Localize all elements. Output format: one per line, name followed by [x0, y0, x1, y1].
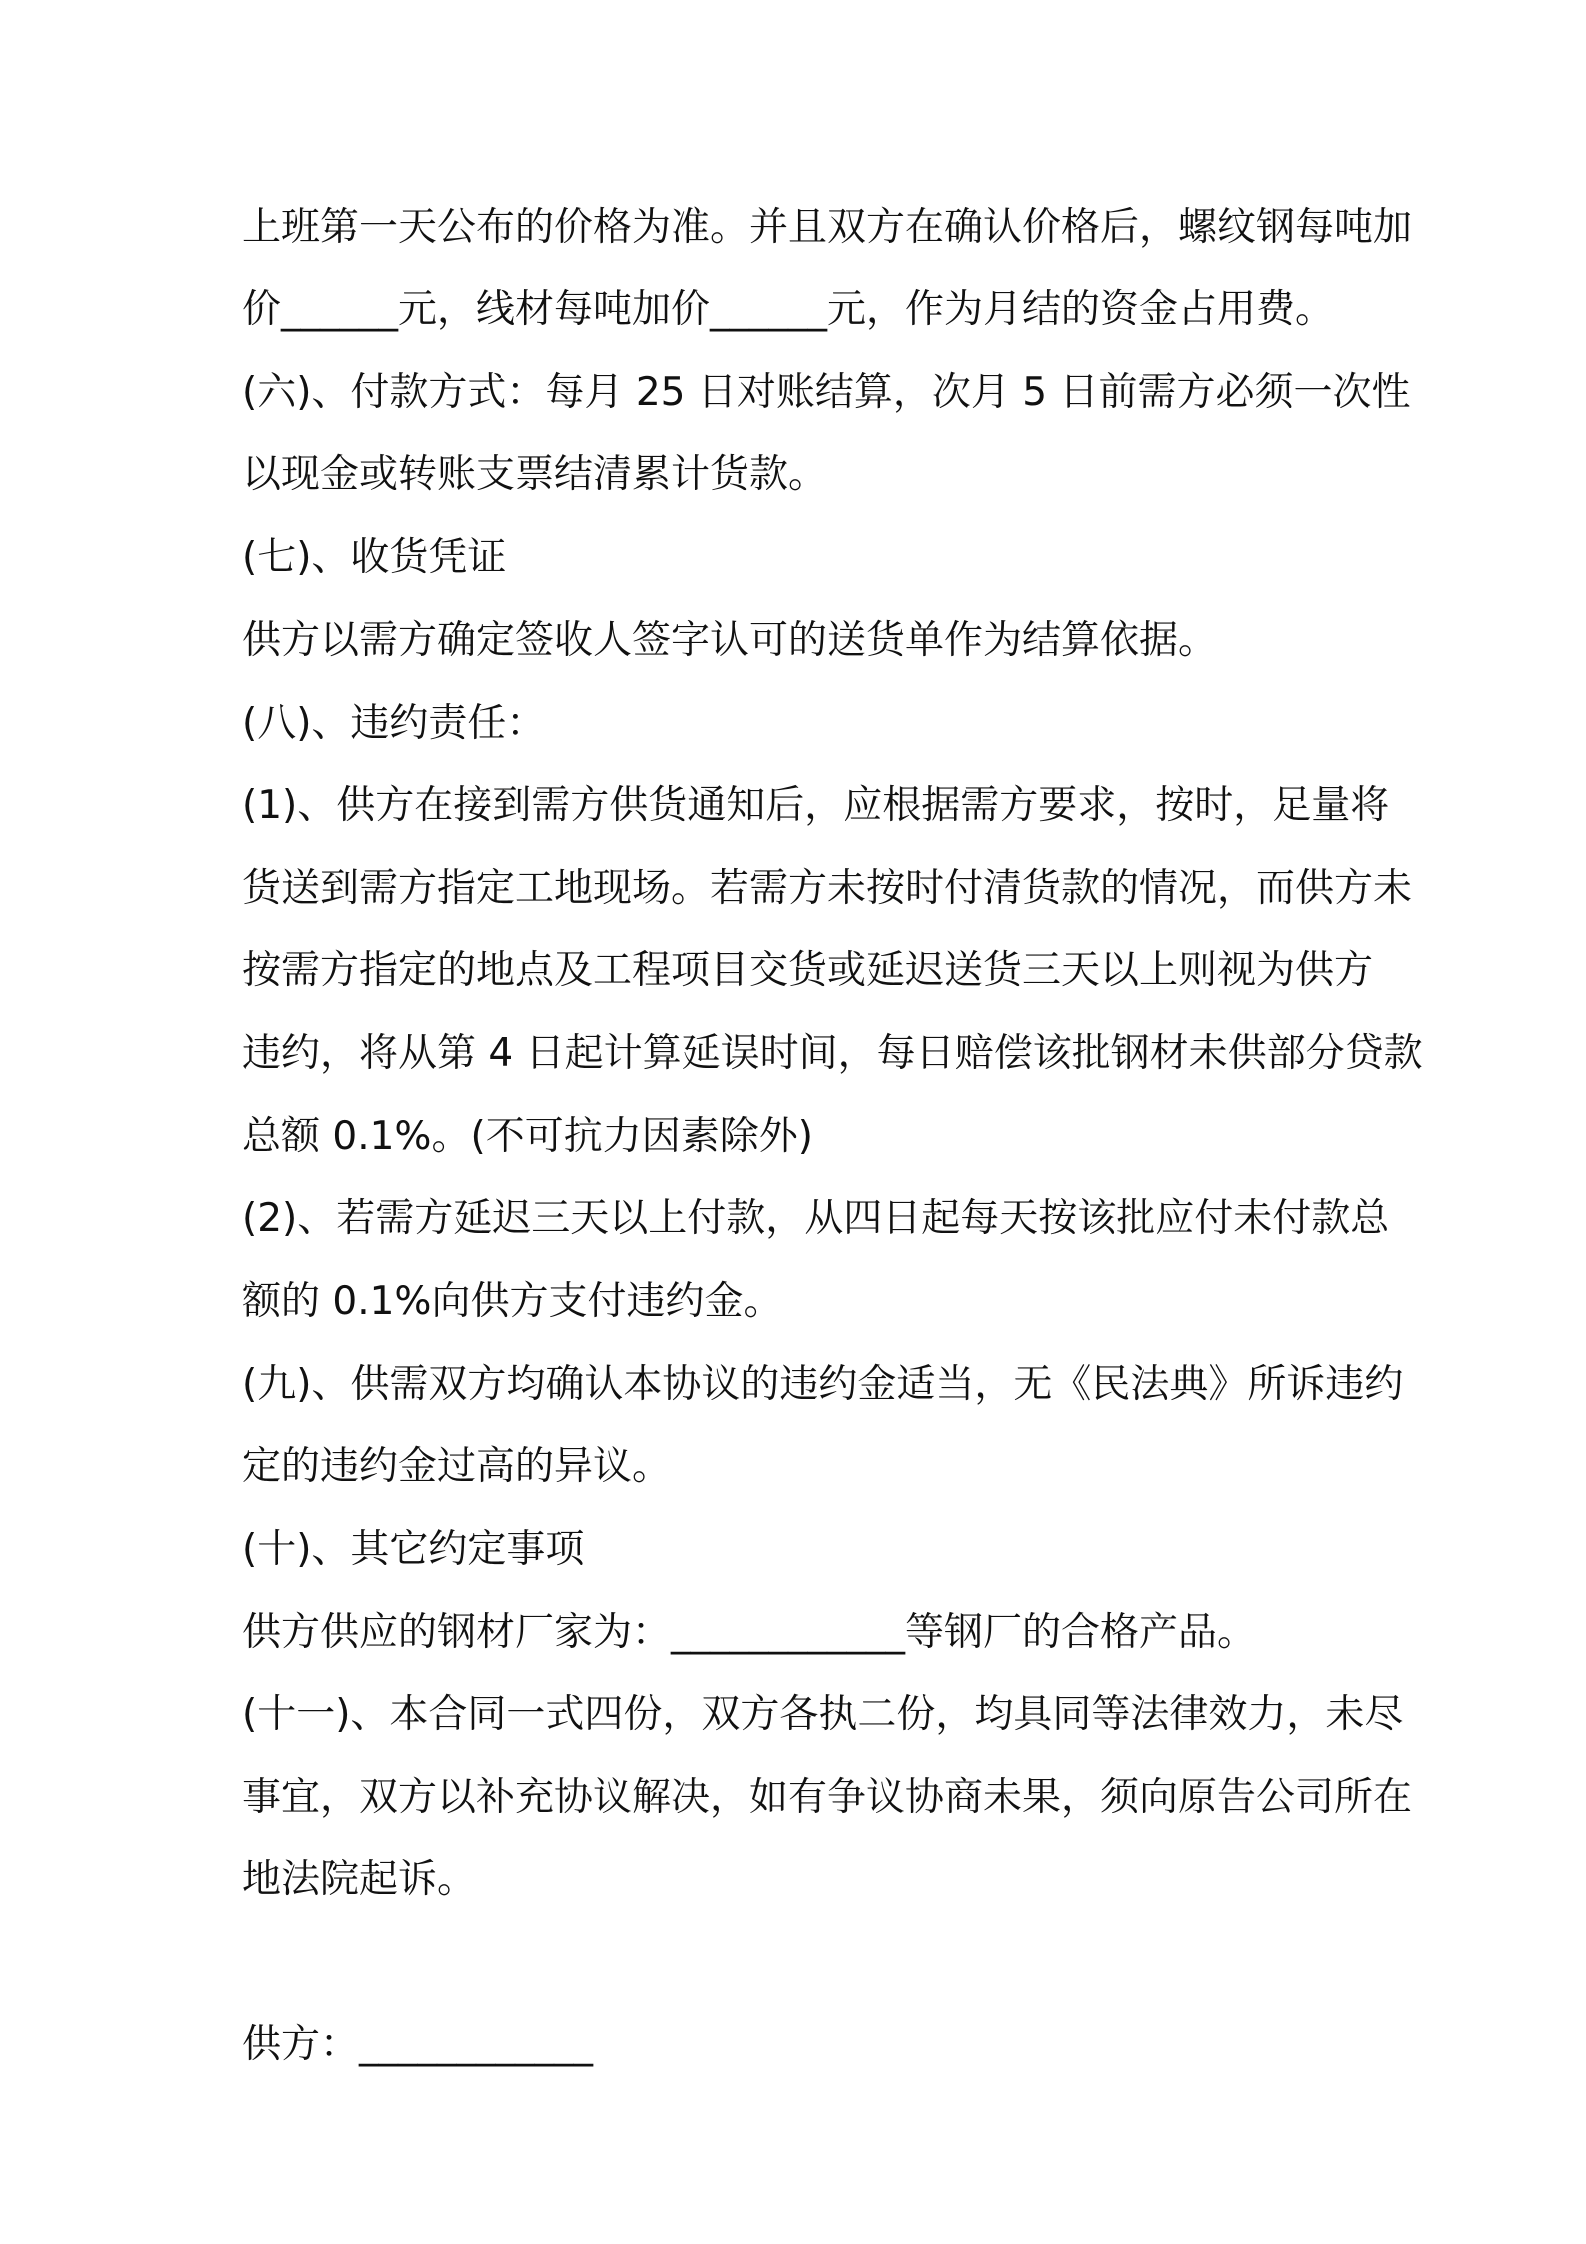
supplier-signature-line: 供方：____________: [242, 2022, 594, 2067]
clause-8-item-1-line-4: 违约，将从第 4 日起计算延误时间，每日赔偿该批钢材未供部分贷款: [242, 1031, 1423, 1076]
text-line-markup-fee: 价______元，线材每吨加价______元，作为月结的资金占用费。: [242, 287, 1335, 332]
clause-11-line-3: 地法院起诉。: [242, 1857, 477, 1902]
clause-8-item-2-line-2: 额的 0.1%向供方支付违约金。: [242, 1279, 783, 1324]
clause-7-heading: (七)、收货凭证: [242, 535, 507, 580]
text-line-delivery-note: 供方以需方确定签收人签字认可的送货单作为结算依据。: [242, 618, 1218, 663]
text-line-steel-manufacturer: 供方供应的钢材厂家为：____________等钢厂的合格产品。: [242, 1610, 1257, 1655]
clause-8-item-2-start: (2)、若需方延迟三天以上付款，从四日起每天按该批应付未付款总: [242, 1196, 1390, 1241]
clause-9-start: (九)、供需双方均确认本协议的违约金适当，无《民法典》所诉违约: [242, 1362, 1404, 1407]
clause-8-item-1-start: (1)、供方在接到需方供货通知后，应根据需方要求，按时，足量将: [242, 783, 1390, 828]
clause-10-heading: (十)、其它约定事项: [242, 1527, 585, 1572]
clause-9-line-2: 定的违约金过高的异议。: [242, 1444, 672, 1489]
clause-11-start: (十一)、本合同一式四份，双方各执二份，均具同等法律效力，未尽: [242, 1692, 1404, 1737]
clause-6-payment-method: (六)、付款方式：每月 25 日对账结算，次月 5 日前需方必须一次性: [242, 370, 1411, 415]
clause-11-line-2: 事宜，双方以补充协议解决，如有争议协商未果，须向原告公司所在: [242, 1775, 1413, 1820]
clause-8-item-1-line-2: 货送到需方指定工地现场。若需方未按时付清货款的情况，而供方未: [242, 866, 1413, 911]
clause-8-heading: (八)、违约责任：: [242, 701, 546, 746]
clause-8-item-1-line-5: 总额 0.1%。(不可抗力因素除外): [242, 1114, 813, 1159]
text-line-payment-settlement: 以现金或转账支票结清累计货款。: [242, 452, 828, 497]
clause-8-item-1-line-3: 按需方指定的地点及工程项目交货或延迟送货三天以上则视为供方: [242, 948, 1374, 993]
text-line-price-basis: 上班第一天公布的价格为准。并且双方在确认价格后，螺纹钢每吨加: [242, 205, 1413, 250]
